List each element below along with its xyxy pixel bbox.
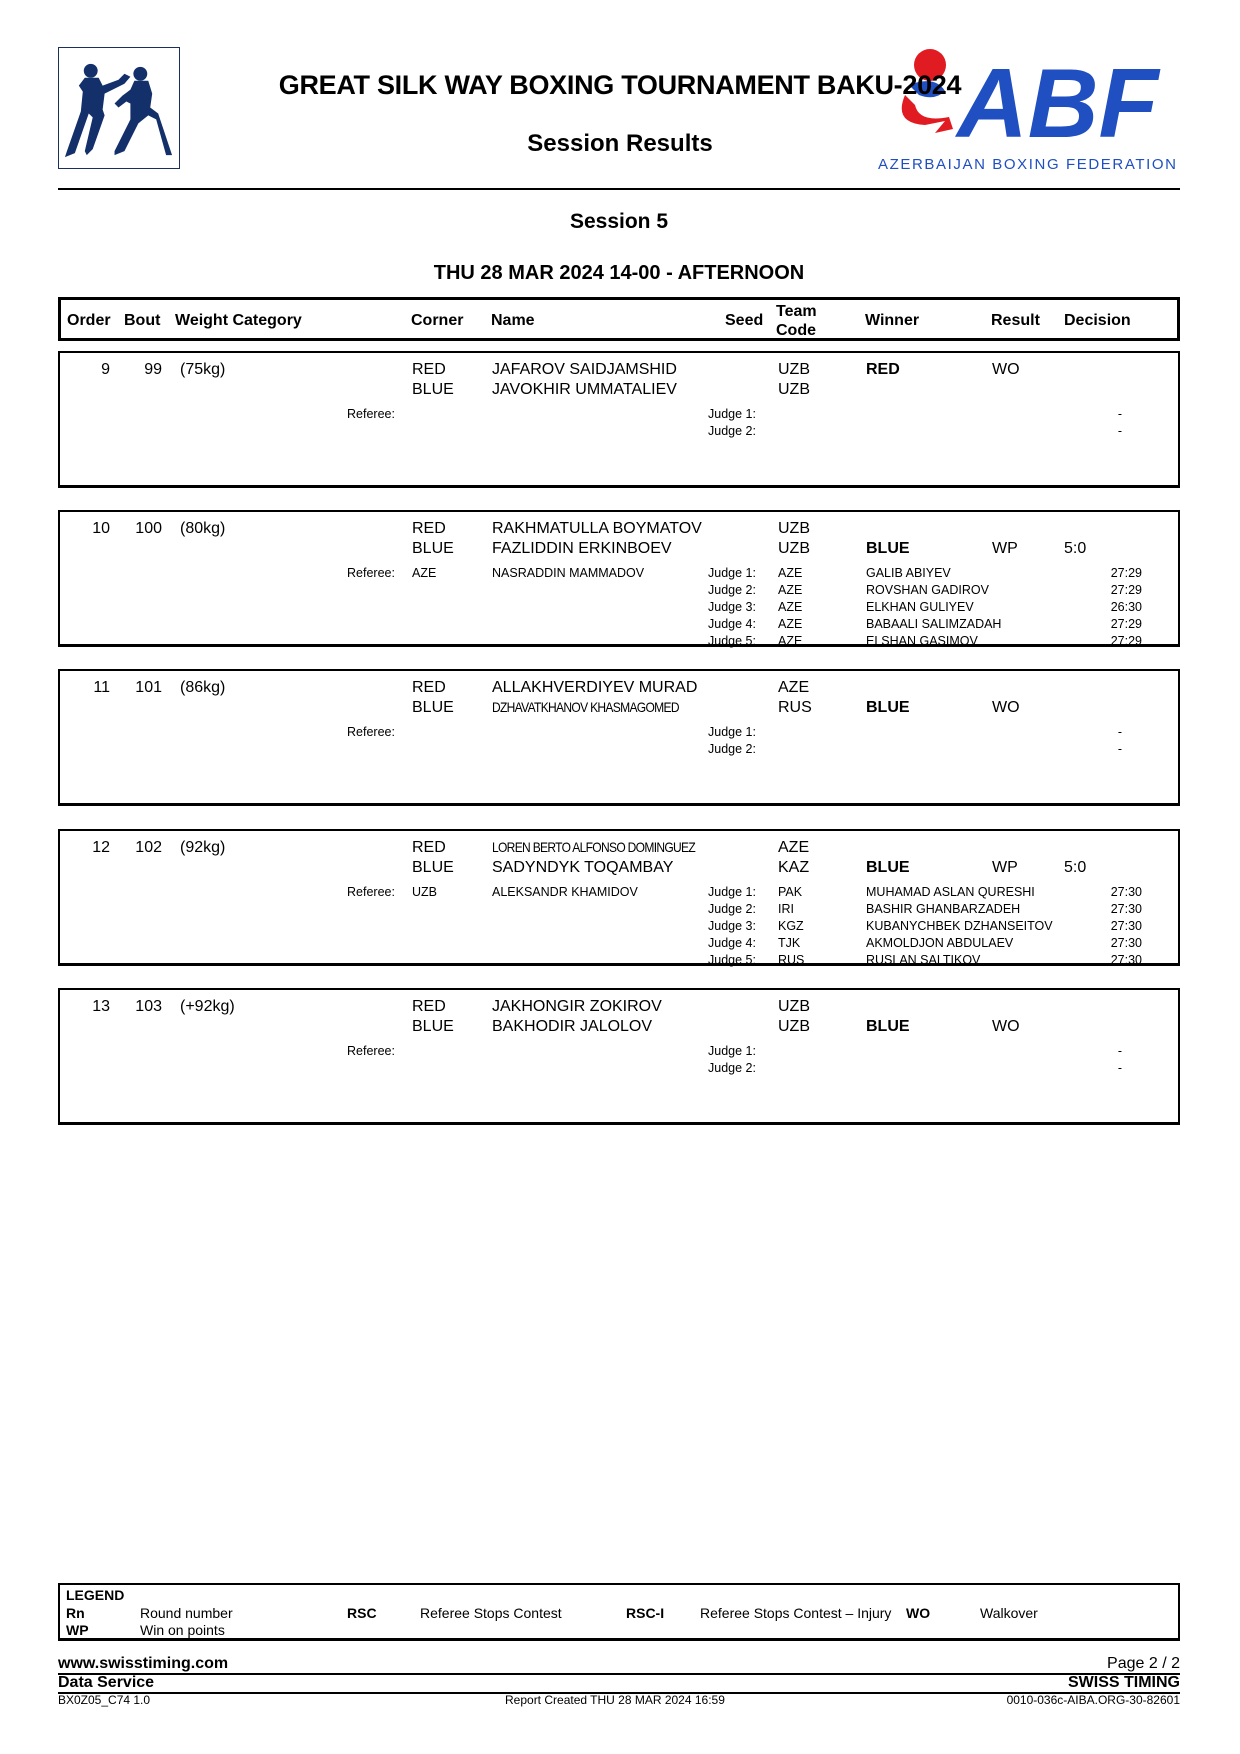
bout-order: 11 — [93, 679, 110, 696]
red-boxer-name: LOREN BERTO ALFONSO DOMINGUEZ — [492, 839, 696, 855]
winner: BLUE — [866, 540, 910, 557]
col-order: Order — [67, 312, 111, 329]
referee-name: NASRADDIN MAMMADOV — [492, 566, 645, 580]
winner: RED — [866, 361, 900, 378]
judge-noc: KGZ — [778, 919, 804, 933]
judge-score: 27:29 — [1110, 634, 1142, 648]
judge-label: Judge 1: — [708, 885, 756, 899]
session-date: THU 28 MAR 2024 14-00 - AFTERNOON — [433, 262, 805, 284]
report-created: Report Created THU 28 MAR 2024 16:59 — [505, 1693, 725, 1707]
judge-score: - — [1117, 1044, 1122, 1058]
judge-score: 27:30 — [1110, 885, 1142, 899]
bout-order: 13 — [92, 998, 110, 1015]
judge-noc: AZE — [778, 566, 803, 580]
judge-label: Judge 2: — [708, 742, 756, 756]
decision: 5:0 — [1064, 540, 1087, 557]
col-winner: Winner — [865, 312, 920, 329]
bout-number: 102 — [135, 839, 162, 856]
col-bout: Bout — [124, 312, 161, 329]
bout-order: 9 — [101, 361, 110, 378]
judge-name: AKMOLDJON ABDULAEV — [866, 936, 1014, 950]
legend-desc: Win on points — [140, 1622, 225, 1638]
judge-label: Judge 3: — [708, 919, 756, 933]
judge-label: Judge 3: — [708, 600, 756, 614]
winner: BLUE — [866, 1018, 910, 1035]
blue-team-code: RUS — [778, 699, 812, 716]
blue-corner-label: BLUE — [412, 1018, 454, 1035]
tournament-title: GREAT SILK WAY BOXING TOURNAMENT BAKU-2024 — [278, 70, 962, 100]
judge-noc: AZE — [778, 634, 803, 648]
judge-label: Judge 1: — [708, 725, 756, 739]
judge-score: - — [1117, 742, 1122, 756]
weight-category: (92kg) — [180, 839, 226, 856]
blue-team-code: UZB — [778, 381, 810, 398]
tournament-logo — [58, 47, 180, 169]
judge-label: Judge 5: — [708, 953, 756, 967]
judge-label: Judge 4: — [708, 617, 756, 631]
bout-block — [58, 829, 1180, 966]
blue-boxer-name: DZHAVATKHANOV KHASMAGOMED — [492, 699, 679, 715]
red-corner-label: RED — [412, 520, 446, 537]
col-team-code-line2: Code — [776, 322, 816, 339]
result: WO — [992, 699, 1020, 716]
result: WP — [992, 540, 1018, 557]
winner: BLUE — [866, 699, 910, 716]
legend-code: RSC — [347, 1605, 377, 1621]
red-boxer-name: JAFAROV SAIDJAMSHID — [492, 361, 677, 378]
session-label: Session 5 — [569, 210, 669, 233]
legend-desc: Walkover — [980, 1605, 1038, 1621]
referee-label: Referee: — [347, 885, 395, 899]
judge-name: RUSLAN SALTIKOV — [866, 953, 981, 967]
judge-noc: AZE — [778, 583, 803, 597]
col-weight-category: Weight Category — [175, 312, 302, 329]
referee-label: Referee: — [347, 407, 395, 421]
red-boxer-name: JAKHONGIR ZOKIROV — [492, 998, 662, 1015]
judge-label: Judge 1: — [708, 1044, 756, 1058]
blue-corner-label: BLUE — [412, 540, 454, 557]
red-team-code: AZE — [778, 679, 810, 696]
federation-name: AZERBAIJAN BOXING FEDERATION — [878, 156, 1178, 173]
col-team-code — [776, 302, 817, 340]
red-boxer-name: ALLAKHVERDIYEV MURAD — [492, 679, 698, 696]
blue-team-code: KAZ — [778, 859, 810, 876]
judge-noc: RUS — [778, 953, 805, 967]
abf-logo-text: ABF — [957, 48, 1159, 155]
referee-label: Referee: — [347, 566, 395, 580]
legend-desc: Referee Stops Contest – Injury — [700, 1605, 892, 1621]
legend-desc: Round number — [140, 1605, 233, 1621]
judge-name: ROVSHAN GADIROV — [866, 583, 989, 597]
judge-score: - — [1117, 407, 1122, 421]
judge-name: BABAALI SALIMZADAH — [866, 617, 1002, 631]
bout-order: 10 — [92, 520, 110, 537]
result: WO — [992, 361, 1020, 378]
judge-name: MUHAMAD ASLAN QURESHI — [866, 885, 1035, 899]
blue-boxer-name: FAZLIDDIN ERKINBOEV — [492, 540, 672, 557]
judge-label: Judge 4: — [708, 936, 756, 950]
judge-score: 27:30 — [1110, 919, 1142, 933]
red-corner-label: RED — [412, 839, 446, 856]
blue-team-code: UZB — [778, 540, 810, 557]
boxers-silhouette-icon — [59, 48, 178, 167]
red-team-code: AZE — [778, 839, 810, 856]
blue-corner-label: BLUE — [412, 699, 454, 716]
red-corner-label: RED — [412, 998, 446, 1015]
footer-url[interactable]: www.swisstiming.com — [58, 1655, 229, 1672]
judge-name: ELSHAN GASIMOV — [866, 634, 978, 648]
judge-score: - — [1117, 424, 1122, 438]
bout-block — [58, 988, 1180, 1125]
legend-code: WO — [906, 1605, 931, 1621]
result: WP — [992, 859, 1018, 876]
judge-name: BASHIR GHANBARZADEH — [866, 902, 1021, 916]
blue-corner-label: BLUE — [412, 859, 454, 876]
legend-desc: Referee Stops Contest — [420, 1605, 562, 1621]
judge-label: Judge 5: — [708, 634, 756, 648]
red-team-code: UZB — [778, 998, 810, 1015]
judge-score: - — [1117, 725, 1122, 739]
judge-noc: IRI — [778, 902, 794, 916]
red-corner-label: RED — [412, 679, 446, 696]
bout-block — [58, 510, 1180, 647]
legend-title: LEGEND — [66, 1587, 125, 1603]
decision: 5:0 — [1064, 859, 1087, 876]
judge-noc: PAK — [778, 885, 803, 899]
bout-block — [58, 351, 1180, 488]
judge-noc: AZE — [778, 600, 803, 614]
judge-score: 27:29 — [1110, 583, 1142, 597]
judge-score: 26:30 — [1110, 600, 1142, 614]
judge-label: Judge 2: — [708, 583, 756, 597]
col-decision: Decision — [1064, 312, 1131, 329]
document-id: 0010-036c-AIBA.ORG-30-82601 — [1006, 1693, 1180, 1707]
judge-label: Judge 2: — [708, 902, 756, 916]
col-team-code-line1: Team — [776, 303, 817, 320]
referee-label: Referee: — [347, 1044, 395, 1058]
referee-name: ALEKSANDR KHAMIDOV — [492, 885, 638, 899]
col-seed: Seed — [725, 312, 764, 329]
footer-brand: SWISS TIMING — [1068, 1674, 1180, 1691]
judge-label: Judge 2: — [708, 1061, 756, 1075]
judge-label: Judge 1: — [708, 407, 756, 421]
judge-name: KUBANYCHBEK DZHANSEITOV — [866, 919, 1053, 933]
judge-score: 27:30 — [1110, 902, 1142, 916]
referee-noc: AZE — [412, 566, 437, 580]
judge-name: ELKHAN GULIYEV — [866, 600, 974, 614]
page-number: Page 2 / 2 — [1107, 1655, 1180, 1672]
header-divider — [58, 188, 1180, 190]
bout-number: 103 — [135, 998, 162, 1015]
red-boxer-name: RAKHMATULLA BOYMATOV — [492, 520, 702, 537]
judge-score: 27:30 — [1110, 953, 1142, 967]
judge-noc: AZE — [778, 617, 803, 631]
col-name: Name — [491, 312, 535, 329]
blue-corner-label: BLUE — [412, 381, 454, 398]
bout-block — [58, 669, 1180, 806]
referee-noc: UZB — [412, 885, 437, 899]
report-title: Session Results — [527, 130, 713, 157]
weight-category: (86kg) — [180, 679, 226, 696]
blue-boxer-name: SADYNDYK TOQAMBAY — [492, 859, 674, 876]
results-table-header — [58, 297, 1180, 341]
referee-label: Referee: — [347, 725, 395, 739]
legend-code: Rn — [66, 1605, 85, 1621]
bout-number: 101 — [135, 679, 162, 696]
red-team-code: UZB — [778, 520, 810, 537]
legend-code: WP — [66, 1622, 89, 1638]
legend-code: RSC-I — [626, 1605, 665, 1621]
result: WO — [992, 1018, 1020, 1035]
bout-order: 12 — [92, 839, 110, 856]
footer-divider — [58, 1673, 1180, 1675]
judge-noc: TJK — [778, 936, 801, 950]
col-corner: Corner — [411, 312, 464, 329]
judge-score: 27:29 — [1110, 566, 1142, 580]
red-corner-label: RED — [412, 361, 446, 378]
legend-box — [58, 1583, 1180, 1641]
report-code: BX0Z05_C74 1.0 — [58, 1693, 151, 1707]
judge-label: Judge 1: — [708, 566, 756, 580]
winner: BLUE — [866, 859, 910, 876]
weight-category: (+92kg) — [180, 998, 235, 1015]
col-result: Result — [991, 312, 1040, 329]
bout-number: 99 — [144, 361, 162, 378]
blue-boxer-name: JAVOKHIR UMMATALIEV — [492, 381, 677, 398]
judge-score: 27:29 — [1110, 617, 1142, 631]
judge-score: 27:30 — [1110, 936, 1142, 950]
judge-name: GALIB ABIYEV — [866, 566, 951, 580]
red-team-code: UZB — [778, 361, 810, 378]
judge-label: Judge 2: — [708, 424, 756, 438]
weight-category: (75kg) — [180, 361, 226, 378]
blue-boxer-name: BAKHODIR JALOLOV — [492, 1018, 653, 1035]
judge-score: - — [1117, 1061, 1122, 1075]
blue-team-code: UZB — [778, 1018, 810, 1035]
footer-data-service: Data Service — [58, 1674, 155, 1691]
weight-category: (80kg) — [180, 520, 226, 537]
bout-number: 100 — [135, 520, 162, 537]
